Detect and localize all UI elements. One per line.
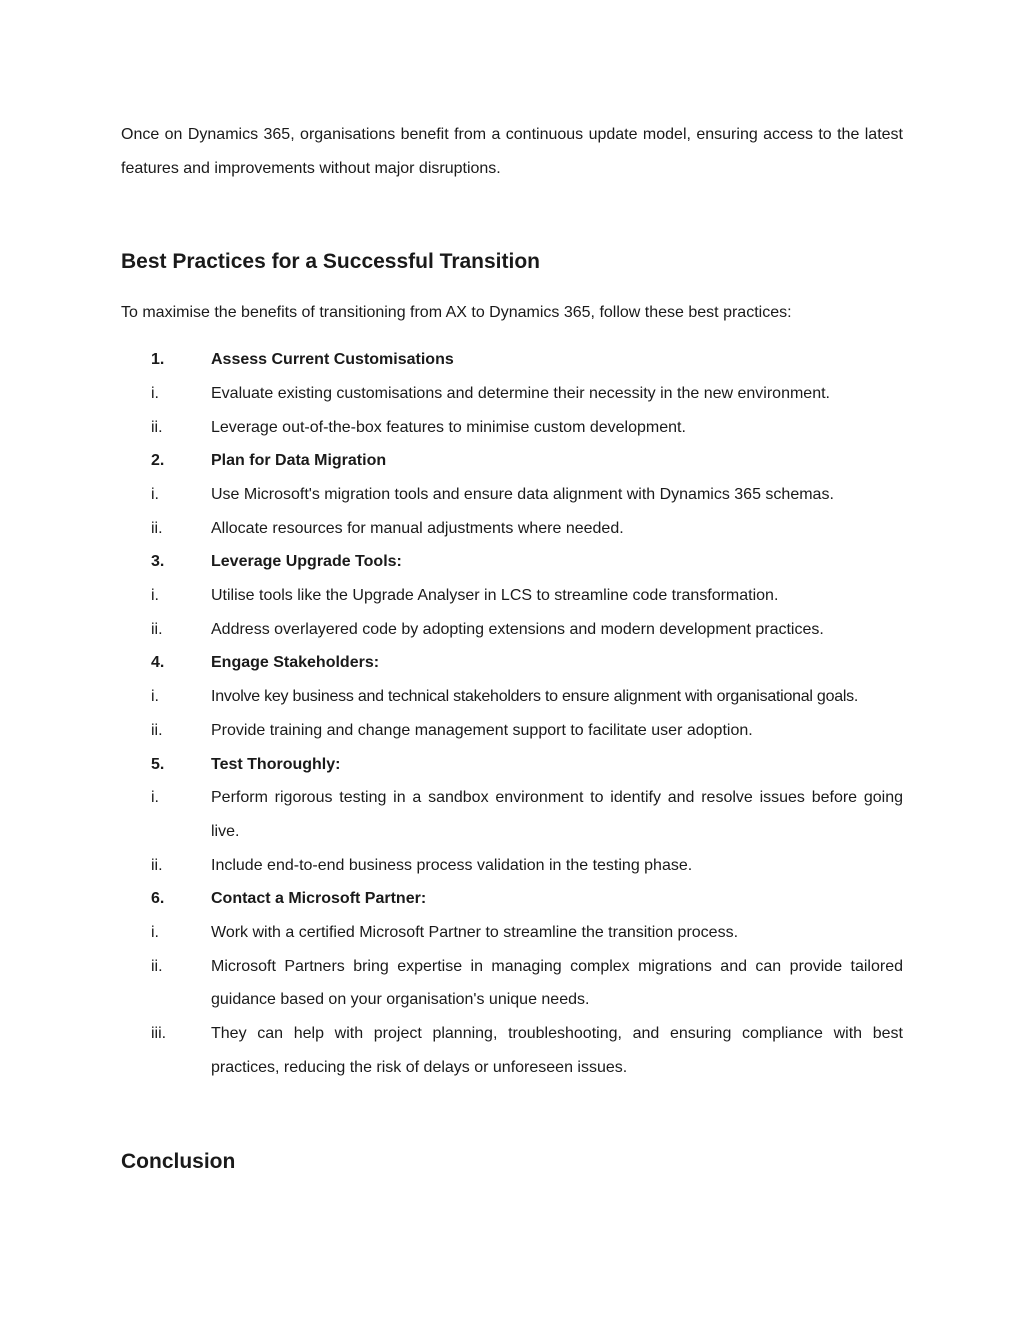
sub-marker: i. [151,924,159,942]
sub-text: Provide training and change management support to facilitate user adoption. [211,721,753,739]
list-item [121,882,903,916]
sub-text: They can help with project planning, troubleshooting, and ensuring compliance with best practices, reducing the risk of delays or unforeseen issues. [211,1025,903,1076]
list-item [121,579,903,613]
sub-text: Allocate resources for manual adjustments where needed. [211,519,624,537]
sub-text: Include end-to-end business process validation in the testing phase. [211,856,693,874]
list-number: 6. [151,890,165,908]
list-item [121,512,903,546]
sub-marker: i. [151,384,159,402]
sub-marker: ii. [151,418,163,436]
list-item [121,646,903,680]
sub-marker: i. [151,587,159,605]
intro-paragraph: Once on Dynamics 365, organisations benefit from a continuous update model, ensuring access to the latest features and improvements without major disruptions. [121,126,903,177]
list-item [121,478,903,512]
sub-text: Address overlayered code by adopting extensions and modern development practices. [211,620,824,638]
sub-marker: i. [151,688,159,706]
practice-title: Leverage Upgrade Tools: [211,553,402,571]
sub-marker: ii. [151,957,163,975]
sub-marker: ii. [151,519,163,537]
sub-text: Evaluate existing customisations and determine their necessity in the new environment. [211,384,830,402]
sub-marker: i. [151,789,159,807]
list-item [121,916,903,950]
sub-marker: ii. [151,620,163,638]
list-item [121,444,903,478]
list-item [121,343,903,377]
best-practices-list [121,343,903,1084]
sub-marker: i. [151,485,159,503]
practice-title: Engage Stakeholders: [211,654,380,672]
sub-text: Utilise tools like the Upgrade Analyser in LCS to streamline code transformation. [211,587,779,605]
lead-paragraph: To maximise the benefits of transitioning from AX to Dynamics 365, follow these best practices: [121,304,792,322]
practice-title: Plan for Data Migration [211,452,387,470]
list-item [121,613,903,647]
practice-title: Test Thoroughly: [211,755,341,773]
sub-marker: iii. [151,1025,167,1043]
list-item [121,1017,903,1084]
list-item [121,748,903,782]
list-number: 2. [151,452,165,470]
sub-marker: ii. [151,721,163,739]
sub-text: Involve key business and technical stakeholders to ensure alignment with organisational goals. [211,688,859,706]
conclusion-heading: Conclusion [121,1149,236,1173]
list-item [121,377,903,411]
list-item [121,680,903,714]
sub-text: Work with a certified Microsoft Partner to streamline the transition process. [211,924,739,942]
practice-title: Contact a Microsoft Partner: [211,890,427,908]
sub-text: Perform rigorous testing in a sandbox environment to identify and resolve issues before going live. [211,789,903,840]
list-item [121,545,903,579]
list-item [121,781,903,848]
list-item [121,849,903,883]
sub-text: Use Microsoft's migration tools and ensure data alignment with Dynamics 365 schemas. [211,485,834,503]
list-item [121,714,903,748]
sub-text: Microsoft Partners bring expertise in managing complex migrations and can provide tailored guidance based on your organisation's unique needs. [211,957,903,1009]
list-number: 1. [151,351,165,369]
document-page [121,118,903,1176]
practice-title: Assess Current Customisations [211,351,454,369]
list-item [121,411,903,445]
list-number: 4. [151,654,165,672]
section-heading: Best Practices for a Successful Transition [121,250,540,274]
list-item [121,950,903,1017]
sub-text: Leverage out-of-the-box features to minimise custom development. [211,418,686,436]
list-number: 3. [151,553,165,571]
sub-marker: ii. [151,856,163,874]
list-number: 5. [151,755,165,773]
